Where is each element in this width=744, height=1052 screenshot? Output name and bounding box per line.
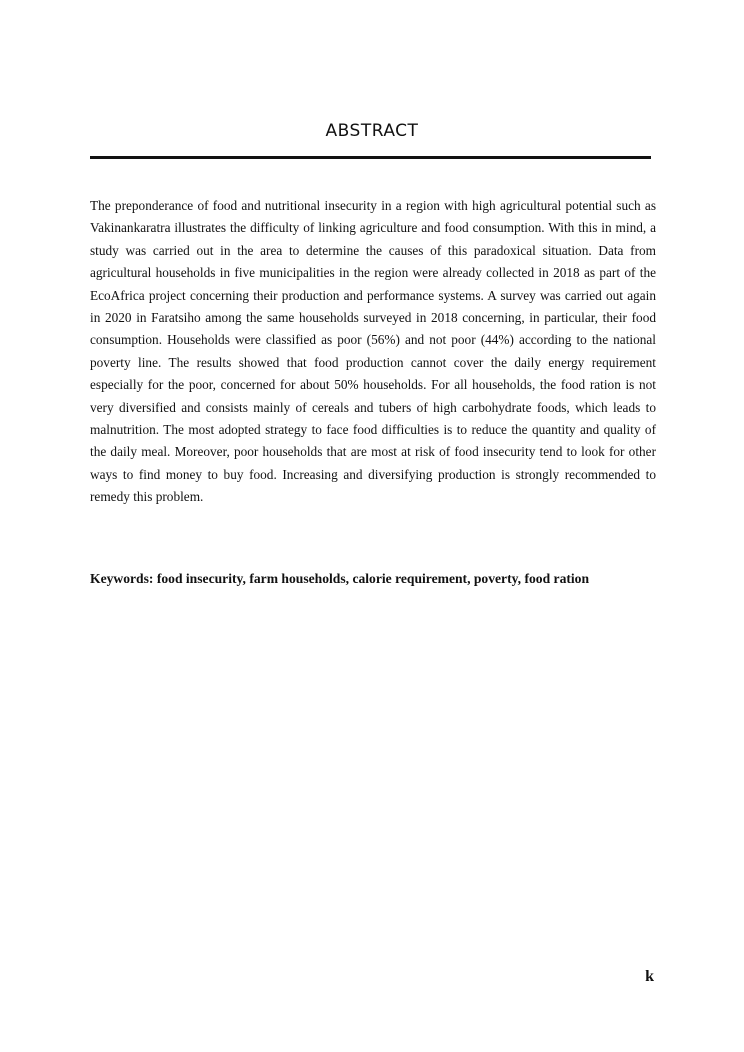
section-heading: ABSTRACT [325,121,419,141]
keywords-line: Keywords: food insecurity, farm households, calorie requirement, poverty, food ration [90,571,590,586]
heading-rule [90,156,651,159]
page-number: k [645,968,654,985]
abstract-paragraph: The preponderance of food and nutritional insecurity in a region with high agricultural potential such as Vakinankaratra illustrates the difficulty of linking agriculture and food consumption. With this in mind, a study was carried out in the area to determine the causes of this paradoxical situation. Data from agricultural households in five municipalities in the region were already collected in 2018 as part of the EcoAfrica project concerning their production and performance systems. A survey was carried out again in 2020 in Faratsiho among the same households surveyed in 2018 concerning, in particular, their food consumption. Households were classified as poor (56%) and not poor (44%) according to the national poverty line. The results showed that food production cannot cover the daily energy requirement especially for the poor, concerned for about 50% households. For all households, the food ration is not very diversified and consists mainly of cereals and tubers of high carbohydrate foods, which leads to malnutrition. The most adopted strategy to face food difficulties is to reduce the quantity and quality of the daily meal. Moreover, poor households that are most at risk of food insecurity tend to look for other ways to find money to buy food. Increasing and diversifying production is strongly recommended to remedy this problem. [90,198,656,505]
